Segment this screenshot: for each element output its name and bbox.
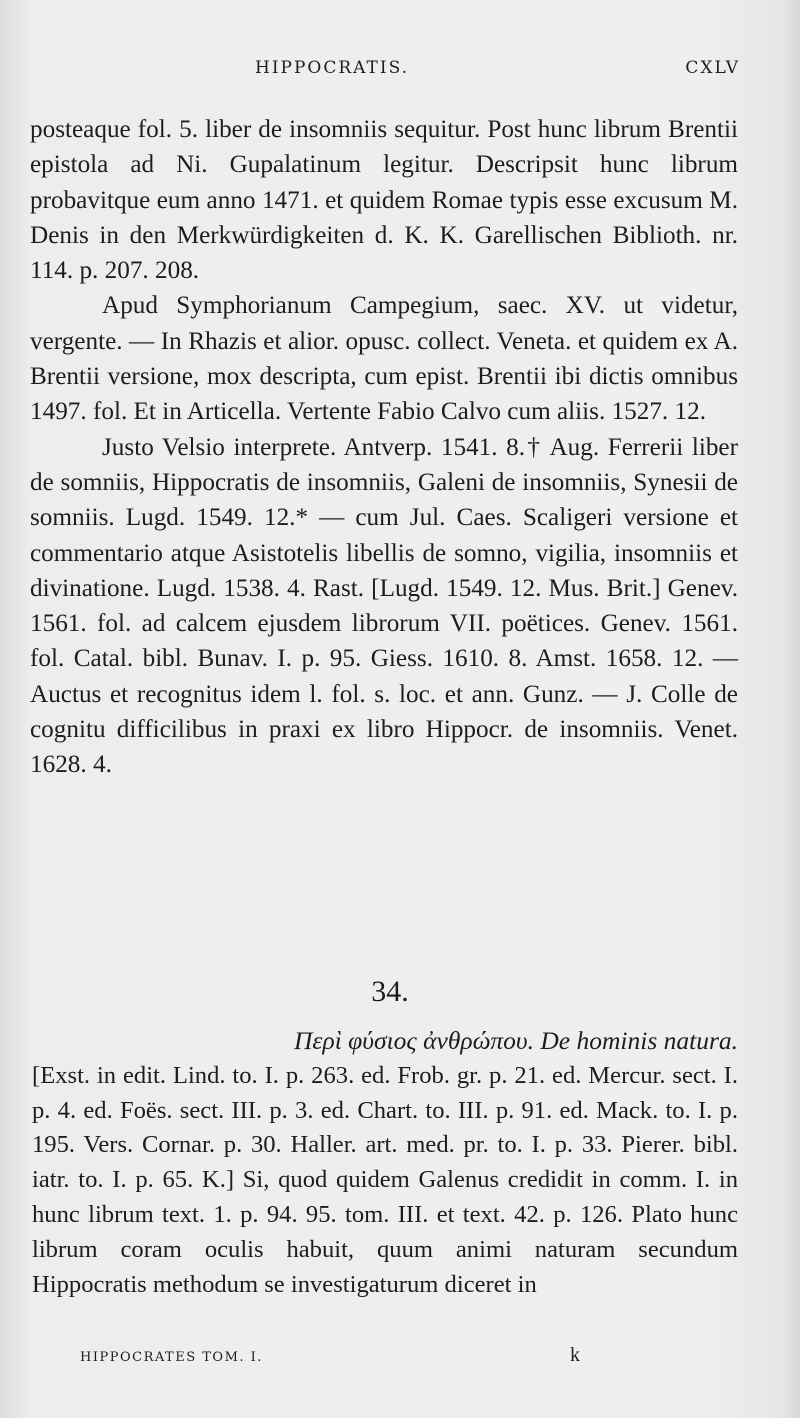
heading-greek: Περὶ φύσιος ἀνθρώπου. — [294, 1026, 534, 1055]
footer-running-title: HIPPOCRATES TOM. I. — [80, 1350, 263, 1365]
paragraph-2: Apud Symphorianum Campegium, saec. XV. ut videtur, vergente. — In Rhazis et alior. opusc. collect. Veneta. et quidem ex A. Brentii versione, mox descripta, cum epist. Brentii ibi dictis omnibus 1497. fol. Et in Articella. Vertente Fabio Calvo cum aliis. 1527. 12. — [30, 292, 738, 426]
heading-latin: De hominis natura. — [540, 1026, 738, 1055]
section-heading — [32, 1024, 738, 1059]
paragraph-1: posteaque fol. 5. liber de insomniis sequitur. Post hunc librum Brentii epistola ad Ni. Gupalatinum legitur. Descripsit hunc librum probavitque eum anno 1471. et quidem Romae typis esse excusum M. Denis in den Merkwürdigkeiten d. K. K. Garellischen Biblioth. nr. 114. p. 207. 208. — [30, 116, 738, 285]
section-text: [Exst. in edit. Lind. to. I. p. 263. ed. Frob. gr. p. 21. ed. Mercur. sect. I. p. 4. ed. Foës. sect. III. p. 3. ed. Chart. to. III. p. 91. ed. Mack. to. I. p. 195. Vers. Cornar. p. 30. Haller. art. med. pr. to. I. p. 33. Pierer. bibl. iatr. to. I. p. 65. K.] Si, quod quidem Galenus credidit in comm. I. in hunc librum text. 1. p. 94. 95. tom. III. et text. 42. p. 126. Plato hunc librum coram oculis habuit, quum animi naturam secundum Hippocratis methodum se investigaturum diceret in — [32, 1061, 738, 1298]
section-34 — [32, 1024, 738, 1302]
page-number: CXLV — [685, 58, 740, 78]
running-title: HIPPOCRATIS. — [255, 58, 410, 78]
running-header — [40, 58, 740, 88]
page-footer — [80, 1344, 600, 1378]
paragraph-3: Justo Velsio interprete. Antverp. 1541. 8.† Aug. Ferrerii liber de somniis, Hippocratis de insomniis, Galeni de insomniis, Synesii de somniis. Lugd. 1549. 12.* — cum Jul. Caes. Scaligeri versione et commentario atque Asistotelis libellis de somno, vigilia, insomniis et divinatione. Lugd. 1538. 4. Rast. [Lugd. 1549. 12. Mus. Brit.] Genev. 1561. fol. ad calcem ejusdem librorum VII. poëtices. Genev. 1561. fol. Catal. bibl. Bunav. I. p. 95. Giess. 1610. 8. Amst. 1658. 12. — Auctus et recognitus idem l. fol. s. loc. et ann. Gunz. — J. Colle de cognitu difficilibus in praxi ex libro Hippocr. de insomniis. Venet. 1628. 4. — [30, 433, 738, 779]
main-text — [30, 112, 738, 783]
section-number: 34. — [371, 975, 409, 1008]
signature-mark: k — [570, 1344, 580, 1366]
